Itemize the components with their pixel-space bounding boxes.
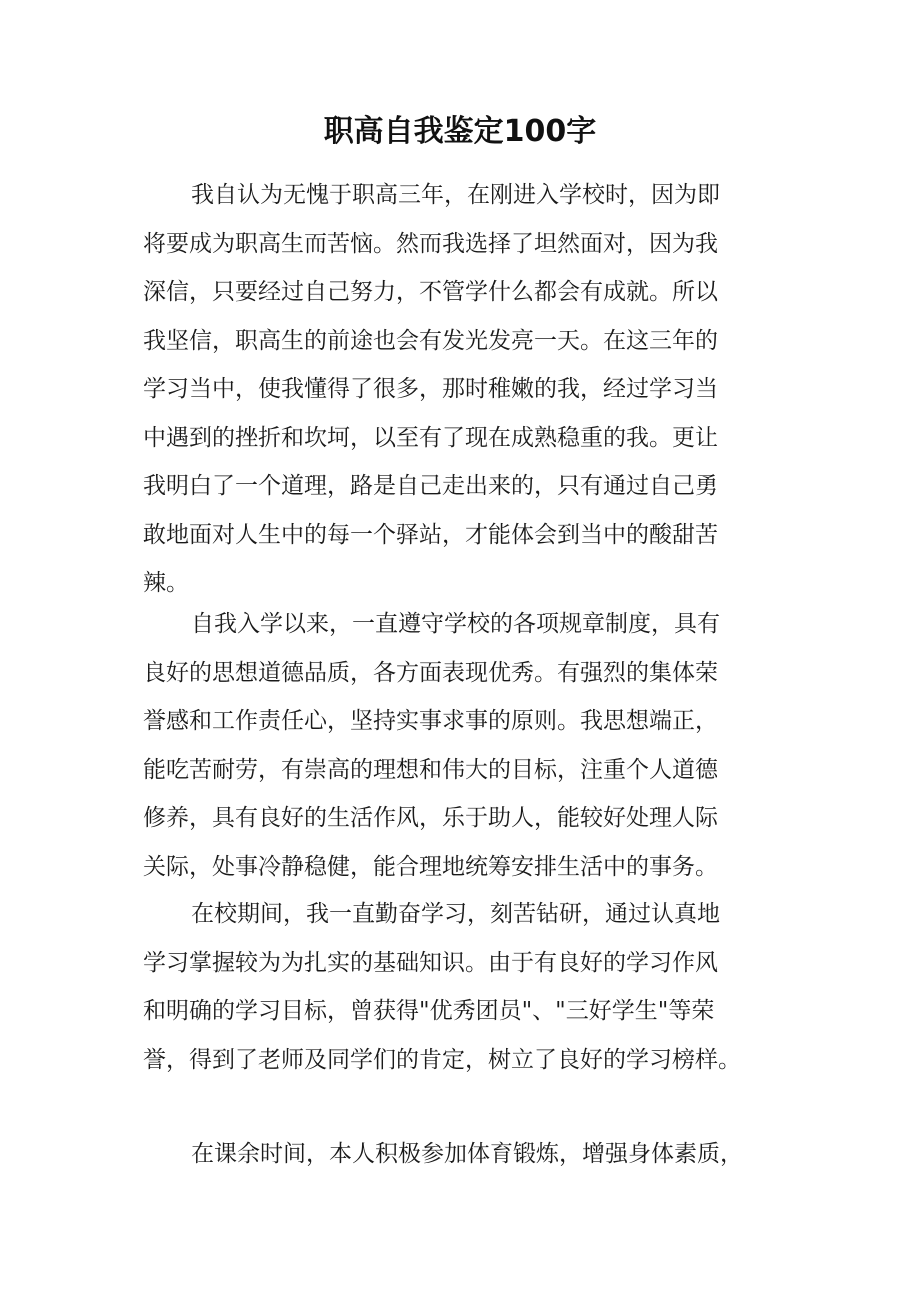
text-line: 关际，处事冷静稳健，能合理地统筹安排生活中的事务。 — [143, 853, 718, 880]
text-line: 中遇到的挫折和坎坷，以至有了现在成熟稳重的我。更让 — [143, 424, 718, 451]
text-line: 在课余时间，本人积极参加体育锻炼，增强身体素质， — [191, 1141, 743, 1167]
paragraph-4 — [143, 1130, 783, 1179]
paragraph-1 — [143, 171, 783, 608]
text-line: 我坚信，职高生的前途也会有发光发亮一天。在这三年的 — [143, 327, 718, 354]
text-line: 修养，具有良好的生活作风，乐于助人，能较好处理人际 — [143, 805, 718, 831]
text-line: 在校期间，我一直勤奋学习，刻苦钻研，通过认真地 — [191, 901, 720, 927]
document-title: 职高自我鉴定100字 — [323, 114, 597, 149]
text-line: 我明白了一个道理，路是自己走出来的，只有通过自己勇 — [143, 473, 718, 499]
text-line: 学习当中，使我懂得了很多，那时稚嫩的我，经过学习当 — [143, 376, 718, 402]
text-line: 誉感和工作责任心，坚持实事求事的原则。我思想端正， — [143, 708, 718, 734]
text-line: 和明确的学习目标，曾获得"优秀团员"、"三好学生"等荣 — [143, 998, 715, 1024]
text-line: 自我入学以来，一直遵守学校的各项规章制度，具有 — [191, 611, 720, 637]
text-line: 我自认为无愧于职高三年，在刚进入学校时，因为即 — [191, 182, 720, 208]
text-line: 将要成为职高生而苦恼。然而我选择了坦然面对，因为我 — [143, 230, 718, 257]
paragraph-2 — [143, 600, 783, 891]
text-line: 良好的思想道德品质，各方面表现优秀。有强烈的集体荣 — [143, 659, 718, 686]
text-line: 誉，得到了老师及同学们的肯定，树立了良好的学习榜样。 — [143, 1046, 741, 1073]
paragraph-3 — [143, 890, 783, 1084]
text-line: 能吃苦耐劳，有崇高的理想和伟大的目标，注重个人道德 — [143, 756, 718, 783]
text-line: 辣。 — [143, 570, 189, 596]
text-line: 学习掌握较为为扎实的基础知识。由于有良好的学习作风 — [143, 949, 718, 976]
text-line: 深信，只要经过自己努力，不管学什么都会有成就。所以 — [143, 279, 718, 305]
text-line: 敢地面对人生中的每一个驿站，才能体会到当中的酸甜苦 — [143, 521, 718, 548]
